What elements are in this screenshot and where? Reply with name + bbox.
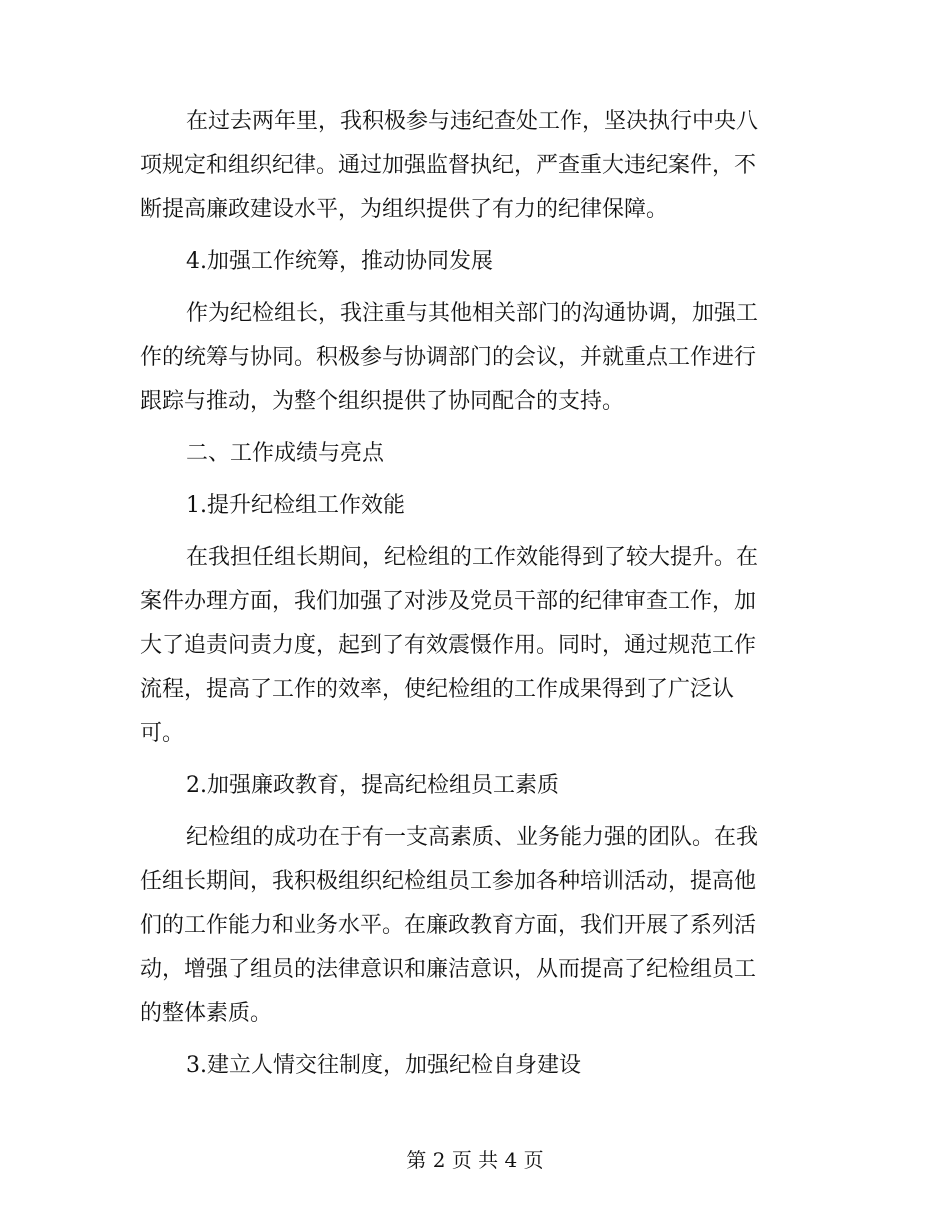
paragraph-line: 项规定和组织纪律。通过加强监督执纪，严查重大违纪案件，不	[140, 153, 757, 178]
paragraph-line: 动，增强了组员的法律意识和廉洁意识，从而提高了纪检组员工	[140, 957, 757, 982]
paragraph	[140, 536, 805, 756]
paragraph-line: 任组长期间，我积极组织纪检组员工参加各种培训活动，提高他	[140, 869, 757, 894]
section-heading: 1.提升纪检组工作效能	[186, 493, 405, 518]
section-heading: 2.加强廉政教育，提高纪检组员工素质	[186, 773, 559, 798]
paragraph-line: 大了追责问责力度，起到了有效震慑作用。同时，通过规范工作	[140, 633, 757, 658]
paragraph-line: 在过去两年里，我积极参与违纪查处工作，坚决执行中央八	[186, 109, 759, 134]
paragraph-line: 案件办理方面，我们加强了对涉及党员干部的纪律审查工作，加	[140, 589, 757, 614]
paragraph-line: 作的统筹与协同。积极参与协调部门的会议，并就重点工作进行	[140, 345, 757, 370]
paragraph	[140, 816, 805, 1036]
paragraph	[140, 292, 805, 424]
document-body	[140, 100, 805, 1096]
paragraph-line: 们的工作能力和业务水平。在廉政教育方面，我们开展了系列活	[140, 913, 757, 938]
paragraph-line: 断提高廉政建设水平，为组织提供了有力的纪律保障。	[140, 197, 669, 222]
paragraph-line: 跟踪与推动，为整个组织提供了协同配合的支持。	[140, 389, 625, 414]
paragraph-line: 的整体素质。	[140, 1001, 273, 1026]
page-footer: 第 2 页 共 4 页	[406, 1148, 544, 1172]
section-heading: 3.建立人情交往制度，加强纪检自身建设	[186, 1053, 581, 1078]
section-heading: 4.加强工作统筹，推动协同发展	[186, 249, 493, 274]
paragraph-line: 纪检组的成功在于有一支高素质、业务能力强的团队。在我	[186, 825, 759, 850]
paragraph-line: 作为纪检组长，我注重与其他相关部门的沟通协调，加强工	[186, 301, 759, 326]
paragraph-line: 流程，提高了工作的效率，使纪检组的工作成果得到了广泛认	[140, 677, 735, 702]
paragraph	[140, 100, 805, 232]
paragraph-line: 可。	[140, 721, 185, 746]
section-heading: 二、工作成绩与亮点	[186, 441, 385, 466]
paragraph-line: 在我担任组长期间，纪检组的工作效能得到了较大提升。在	[186, 545, 759, 570]
